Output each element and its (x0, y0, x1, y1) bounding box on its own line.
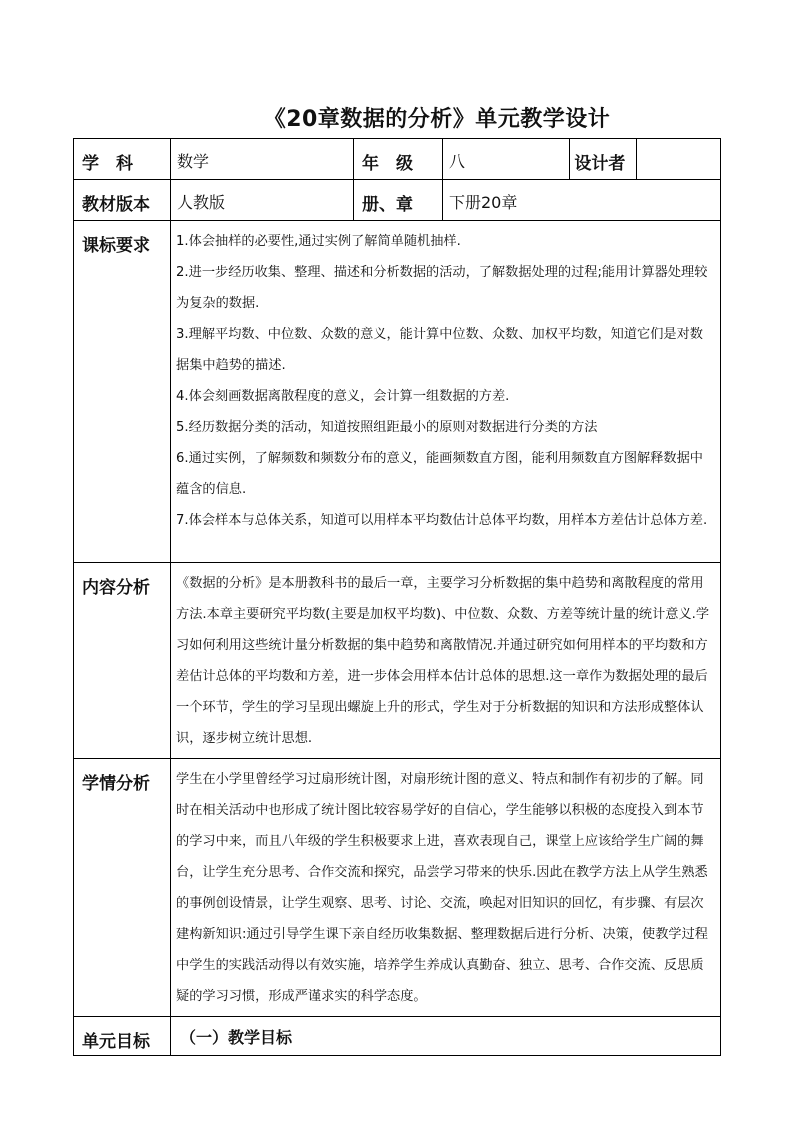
document-title: 《20章数据的分析》单元教学设计 (263, 107, 611, 132)
subject-value: 数学 (171, 139, 354, 180)
designer-value (637, 139, 721, 180)
standard-item: 1.体会抽样的必要性,通过实例了解简单随机抽样. (176, 234, 461, 249)
unit-design-table (73, 138, 721, 1056)
standard-item: 3.理解平均数、中位数、众数的意义，能计算中位数、众数、加权平均数，知道它们是对数据集中趋势的描述. (176, 327, 703, 373)
edition-label: 教材版本 (74, 180, 171, 221)
designer-label: 设计者 (570, 139, 637, 180)
standard-item: 6.通过实例，了解频数和频数分布的意义，能画频数直方图，能利用频数直方图解释数据中蕴含的信息. (176, 451, 703, 497)
standard-item: 4.体会刻画数据离散程度的意义，会计算一组数据的方差. (176, 389, 510, 404)
standards-content (171, 221, 721, 563)
row-content-analysis (74, 563, 721, 759)
row-subject (74, 139, 721, 180)
goals-subheading: （一）教学目标 (171, 1017, 721, 1056)
standards-label: 课标要求 (74, 221, 171, 563)
standard-item: 2.进一步经历收集、整理、描述和分析数据的活动，了解数据处理的过程;能用计算器处理较为复杂的数据. (176, 265, 708, 311)
volume-label: 册、章 (354, 180, 443, 221)
row-student-analysis (74, 759, 721, 1017)
students-label: 学情分析 (74, 759, 171, 1017)
subject-label: 学 科 (74, 139, 171, 180)
grade-label: 年 级 (354, 139, 443, 180)
volume-value: 下册20章 (442, 180, 720, 221)
grade-value: 八 (442, 139, 569, 180)
row-edition (74, 180, 721, 221)
standard-item: 5.经历数据分类的活动，知道按照组距最小的原则对数据进行分类的方法 (176, 420, 598, 435)
standard-item: 7.体会样本与总体关系，知道可以用样本平均数估计总体平均数，用样本方差估计总体方差. (176, 513, 708, 528)
students-text: 学生在小学里曾经学习过扇形统计图，对扇形统计图的意义、特点和制作有初步的了解。同时在相关活动中也形成了统计图比较容易学好的自信心，学生能够以积极的态度投入到本节的学习中来，而且八年级的学生积极要求上进，喜欢表现自己，课堂上应该给学生广阔的舞台，让学生充分思考、合作交流和探究，品尝学习带来的快乐.因此在教学方法上从学生熟悉的事例创设情景，让学生观察、思考、讨论、交流，唤起对旧知识的回忆，有步骤、有层次建构新知识:通过引导学生课下亲自经历收集数据、整理数据后进行分析、决策，使教学过程中学生的实践活动得以有效实施，培养学生养成认真勤奋、独立、思考、合作交流、反思质疑的学习习惯，形成严谨求实的科学态度。 (171, 759, 721, 1017)
content-text: 《数据的分析》是本册教科书的最后一章，主要学习分析数据的集中趋势和离散程度的常用方法.本章主要研究平均数(主要是加权平均数)、中位数、众数、方差等统计量的统计意义.学习如何利用这些统计量分析数据的集中趋势和离散情况.并通过研究如何用样本的平均数和方差估计总体的平均数和方差，进一步体会用样本估计总体的思想.这一章作为数据处理的最后一个环节，学生的学习呈现出螺旋上升的形式，学生对于分析数据的知识和方法形成整体认识，逐步树立统计思想. (171, 563, 721, 759)
row-unit-goals (74, 1017, 721, 1056)
row-standards (74, 221, 721, 563)
content-label: 内容分析 (74, 563, 171, 759)
edition-value: 人教版 (171, 180, 354, 221)
goals-label: 单元目标 (74, 1017, 171, 1056)
